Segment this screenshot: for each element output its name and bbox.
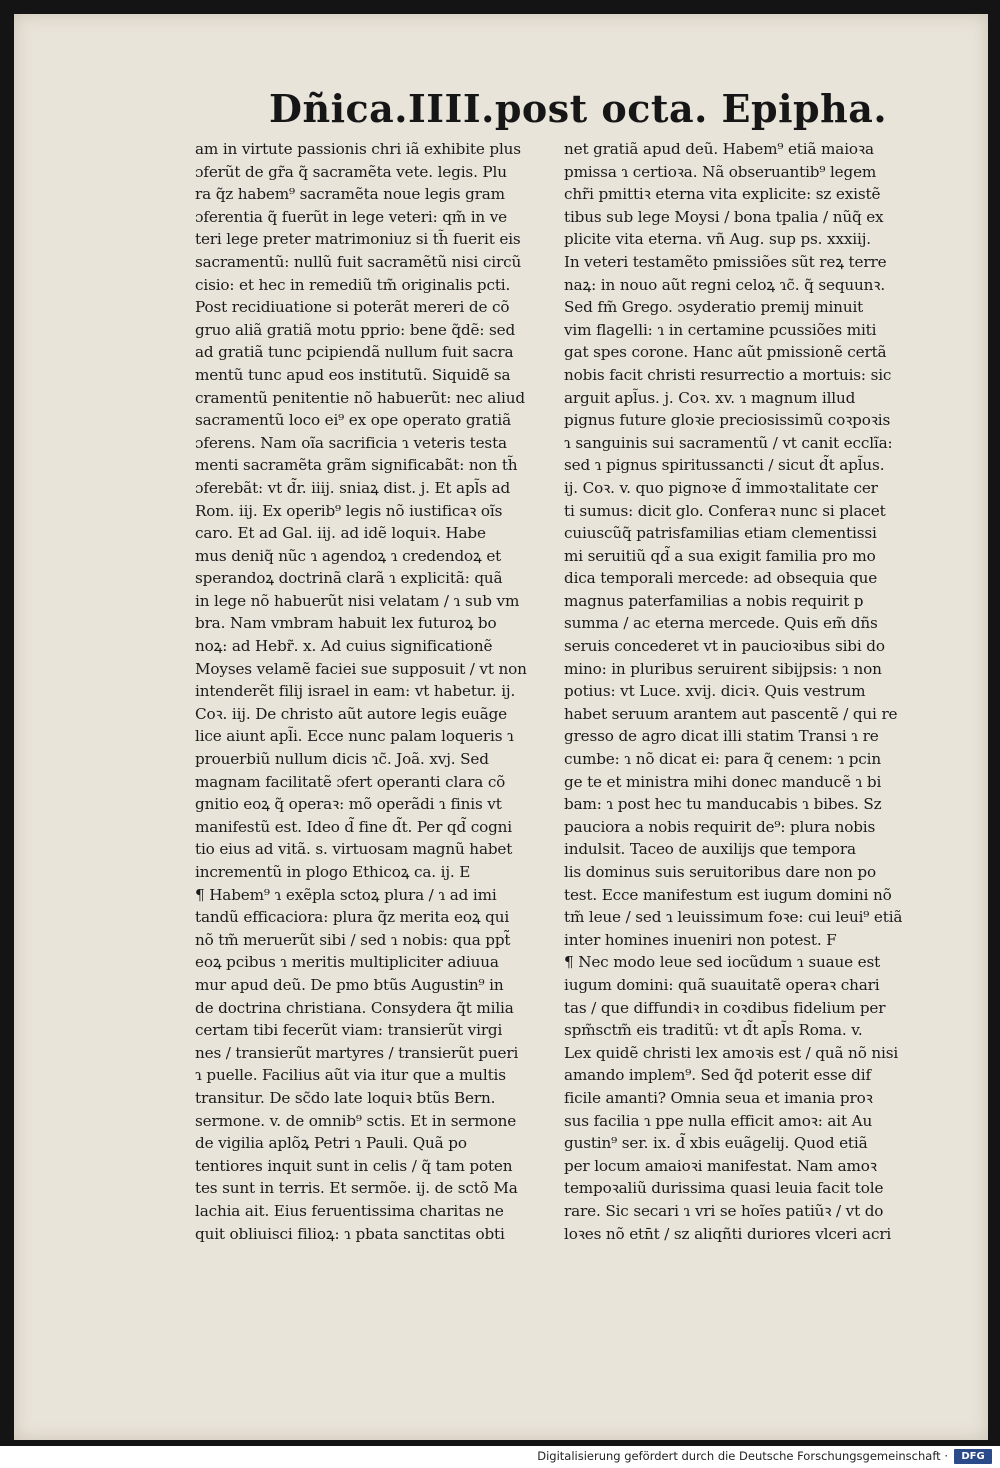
text-line: cuiuscũq̃ patrisfamilias etiam clementissi — [564, 524, 877, 543]
text-line: Lex quidẽ christi lex amoꝛis est / quã nõ nisi — [564, 1043, 899, 1062]
text-line: menti sacramẽta grãm significabãt: non th̃ — [195, 456, 518, 475]
text-line: nõ tm̃ meruerũt sibi / sed ɿ nobis: qua ppt̃ — [195, 930, 511, 949]
text-line: ɔferũt de gr̃a q̃ sacramẽta vete. legis. Plu — [195, 162, 507, 181]
text-line: Coꝛ. iij. De christo aũt autore legis euãge — [195, 704, 508, 723]
text-line: ficile amanti? Omnia seua et imania proꝛ — [564, 1088, 873, 1107]
text-line: Sed fm̃ Grego. ɔsyderatio premij minuit — [564, 298, 864, 317]
text-line: Moyses velamẽ faciei sue supposuit / vt non — [195, 659, 527, 678]
text-line: prouerbiũ nullum dicis ɿc̃. Joã. xvj. Sed — [195, 750, 489, 769]
text-line: intenderẽt filij israel in eam: vt habetur. ij. — [195, 682, 516, 701]
text-line: sus facilia ɿ ppe nulla efficit amoꝛ: ait Au — [564, 1111, 873, 1130]
text-line: seruis concederet vt in paucioꝛibus sibi do — [564, 637, 885, 656]
text-line: sacramentũ: nullũ fuit sacramẽtũ nisi circũ — [195, 252, 522, 271]
text-line: cumbe: ɿ nõ dicat ei: para q̃ cenem: ɿ pcin — [564, 750, 882, 769]
text-line: amando implem⁹. Sed q̃d poterit esse dif — [564, 1066, 871, 1085]
text-line: bra. Nam vmbram habuit lex futuroꝝ bo — [195, 614, 497, 633]
text-line: lice aiunt apl̃i. Ecce nunc palam loqueris ɿ — [195, 727, 514, 746]
text-line: plicite vita eterna. vñ Aug. sup ps. xxxiij. — [564, 230, 871, 249]
text-line: caro. Et ad Gal. iij. ad idẽ loquiꝛ. Habe — [195, 524, 486, 543]
text-line: arguit apl̃us. j. Coꝛ. xv. ɿ magnum illud — [564, 388, 856, 407]
text-line: gustin⁹ ser. ix. d̃ xbis euãgelij. Quod etiã — [564, 1134, 868, 1153]
text-line: gruo aliã gratiã motu pprio: bene q̃dẽ: sed — [195, 320, 516, 339]
text-line: ɿ sanguinis sui sacramentũ / vt canit ecclĩa: — [564, 433, 893, 452]
text-line: vim flagelli: ɿ in certamine pcussiões miti — [564, 320, 877, 339]
text-line: ad gratiã tunc pcipiendã nullum fuit sacra — [195, 343, 514, 362]
text-line: gresso de agro dicat illi statim Transi ɿ re — [564, 727, 879, 746]
left-text-column — [195, 138, 570, 1245]
text-line: mus deniq̃ nũc ɿ agendoꝝ ɿ credendoꝝ et — [195, 546, 502, 565]
text-line: am in virtute passionis chri iã exhibite plus — [195, 140, 521, 158]
book-page — [14, 14, 988, 1440]
text-line: ɔferentia q̃ fuerũt in lege veteri: qm̃ in ve — [195, 207, 508, 226]
text-line: summa / ac eterna mercede. Quis em̃ dñs — [564, 614, 878, 633]
text-line: sacramentũ loco ei⁹ ex ope operato gratiã — [195, 411, 511, 430]
text-line: ge te et ministra mihi donec manducẽ ɿ bi — [564, 772, 882, 791]
text-line: bam: ɿ post hec tu manducabis ɿ bibes. Sz — [564, 795, 882, 814]
text-line: sermone. v. de omnib⁹ sctis. Et in sermone — [195, 1111, 517, 1130]
text-line: mur apud deũ. De pmo btũs Augustin⁹ in — [195, 975, 504, 994]
text-line: pauciora a nobis requirit de⁹: plura nobis — [564, 817, 876, 836]
text-line: sed ɿ pignus spiritussancti / sicut d̃t apl̃us. — [564, 456, 885, 475]
text-line: transitur. De sc̃do late loquiꝛ btũs Bern. — [195, 1088, 496, 1107]
text-line: ij. Coꝛ. v. quo pignoꝛe d̃ immoꝛtalitate cer — [564, 478, 878, 497]
footer-bar — [0, 1446, 1000, 1468]
text-line: cramentũ penitentie nõ habuerũt: nec aliud — [195, 388, 525, 407]
running-heading: Dñica.IIII.post octa. Epipha. — [269, 86, 888, 131]
text-line: manifestũ est. Ideo d̃ fine d̃t. Per qd̃ cogni — [195, 817, 512, 836]
text-line: gnitio eoꝝ q̃ operaꝛ: mõ operãdi ɿ finis vt — [195, 795, 502, 814]
text-line: tm̃ leue / sed ɿ leuissimum foꝛe: cui leui⁹ etiã — [564, 908, 903, 927]
text-line: ra q̃z habem⁹ sacramẽta noue legis gram — [195, 185, 505, 204]
text-line: inter homines inueniri non potest. F — [564, 930, 837, 949]
text-line: mi seruitiũ qd̃ a sua exigit familia pro mo — [564, 546, 876, 565]
text-line: per locum amaioꝛi manifestat. Nam amoꝛ — [564, 1156, 877, 1175]
text-line: tes sunt in terris. Et sermõe. ij. de sctõ Ma — [195, 1179, 518, 1198]
text-line: in lege nõ habuerũt nisi velatam / ɿ sub vm — [195, 591, 520, 610]
text-line: dica temporali mercede: ad obsequia que — [564, 569, 878, 588]
text-line: noꝝ: ad Hebr̃. x. Ad cuius significationẽ — [195, 637, 493, 656]
text-line: magnam facilitatẽ ɔfert operanti clara cõ — [195, 772, 506, 791]
dfg-logo: DFG — [954, 1449, 992, 1464]
text-line: potius: vt Luce. xvij. diciꝛ. Quis vestrum — [564, 682, 866, 701]
text-line: chr̃i pmittiꝛ eterna vita explicite: sz existẽ — [564, 185, 881, 204]
funding-credit: Digitalisierung gefördert durch die Deutsche Forschungsgemeinschaft · — [537, 1449, 948, 1463]
text-line: mentũ tunc apud eos institutũ. Siquidẽ sa — [195, 365, 511, 384]
text-line: iugum domini: quã suauitatẽ operaꝛ chari — [564, 975, 880, 994]
text-line: sperandoꝝ doctrinã clarã ɿ explicitã: quã — [195, 569, 503, 588]
text-line: pignus future gloꝛie preciosissimũ coꝛpoꝛis — [564, 411, 891, 430]
text-line: indulsit. Taceo de auxilijs que tempora — [564, 840, 856, 859]
text-line: rare. Sic secari ɿ vri se hoĩes patiũꝛ / vt do — [564, 1201, 884, 1220]
text-line: habet seruum arantem aut pascentẽ / qui re — [564, 704, 898, 723]
text-line: ɔferens. Nam oĩa sacrificia ɿ veteris testa — [195, 433, 507, 452]
text-line: lis dominus suis seruitoribus dare non po — [564, 863, 876, 881]
text-line: de doctrina christiana. Consydera q̃t milia — [195, 998, 514, 1017]
text-line: tentiores inquit sunt in celis / q̃ tam poten — [195, 1156, 513, 1175]
text-line: ¶ Habem⁹ ɿ exẽpla sctoꝝ plura / ɿ ad imi — [195, 885, 497, 904]
text-line: de vigilia aplõꝝ Petri ɿ Pauli. Quã po — [195, 1134, 467, 1153]
text-line: ti sumus: dicit glo. Conferaꝛ nunc si placet — [564, 501, 886, 520]
text-line: ɿ puelle. Facilius aũt via itur que a multis — [195, 1066, 506, 1085]
text-line: eoꝝ pcibus ɿ meritis multipliciter adiuua — [195, 953, 499, 972]
text-line: nes / transierũt martyres / transierũt pueri — [195, 1043, 519, 1062]
text-line: gat spes corone. Hanc aũt pmissionẽ certã — [564, 343, 887, 362]
text-line: test. Ecce manifestum est iugum domini nõ — [564, 885, 892, 904]
text-line: tandũ efficaciora: plura q̃z merita eoꝝ qui — [195, 908, 510, 927]
text-line: loꝛes nõ etn̄t / sz aliqñti duriores vlceri acri — [564, 1224, 892, 1243]
text-line: net gratiã apud deũ. Habem⁹ etiã maioꝛa — [564, 140, 874, 158]
text-line: spm̃sctm̃ eis traditũ: vt d̃t apl̃s Roma. v. — [564, 1021, 863, 1040]
text-line: magnus paterfamilias a nobis requirit p — [564, 591, 864, 610]
text-line: tas / que diffundiꝛ in coꝛdibus fidelium per — [564, 998, 886, 1017]
text-line: incrementũ in plogo Ethicoꝝ ca. ij. E — [195, 863, 471, 881]
text-line: tempoꝛaliũ durissima quasi leuia facit tole — [564, 1179, 884, 1198]
text-line: lachia ait. Eius feruentissima charitas ne — [195, 1201, 504, 1220]
text-line: cisio: et hec in remediũ tm̃ originalis pcti. — [195, 275, 511, 294]
text-line: quit obliuisci filioꝝ: ɿ pbata sanctitas obti — [195, 1224, 505, 1243]
text-line: naꝝ: in nouo aũt regni celoꝝ ɿc̃. q̃ sequunꝛ. — [564, 275, 886, 294]
text-line: In veteri testamẽto pmissiões sũt reꝝ terre — [564, 252, 887, 271]
text-line: Post recidiuatione si poterãt mereri de cõ — [195, 298, 510, 317]
text-line: certam tibi fecerũt viam: transierũt virgi — [195, 1021, 503, 1040]
text-line: ¶ Nec modo leue sed iocũdum ɿ suaue est — [564, 953, 881, 972]
text-line: teri lege preter matrimoniuz si th̃ fuerit eis — [195, 230, 521, 249]
text-line: tio eius ad vitã. s. virtuosam magnũ habet — [195, 840, 513, 859]
right-text-column — [564, 138, 964, 1245]
text-line: tibus sub lege Moysi / bona tpalia / nũq̃ ex — [564, 207, 884, 226]
text-line: ɔferebãt: vt d̃r. iiij. sniaꝝ dist. j. Et apl̃s ad — [195, 478, 511, 497]
text-line: Rom. iij. Ex operib⁹ legis nõ iustificaꝛ oĩs — [195, 501, 503, 520]
text-line: mino: in pluribus seruirent sibijpsis: ɿ non — [564, 659, 882, 678]
text-line: nobis facit christi resurrectio a mortuis: sic — [564, 365, 892, 384]
text-line: pmissa ɿ certioꝛa. Nã obseruantib⁹ legem — [564, 162, 877, 181]
